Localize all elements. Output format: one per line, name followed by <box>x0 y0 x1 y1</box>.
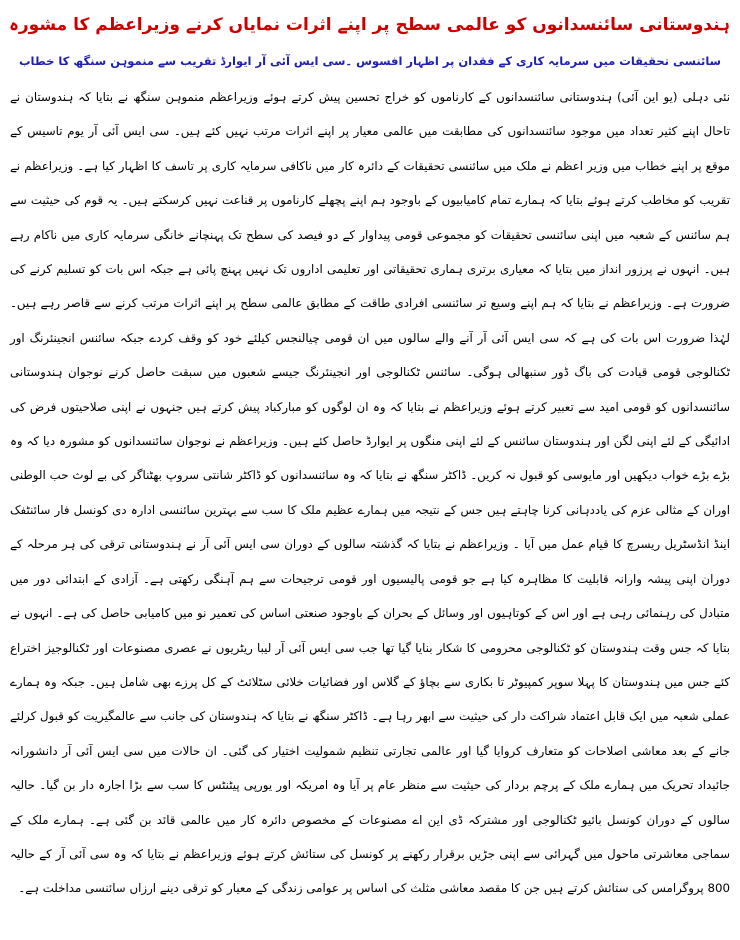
article-body: نئی دہلی (یو این آئی) ہندوستانی سائنسدانوں کے کارناموں کو خراج تحسین پیش کرتے ہوئے وزیراعظم منموہن سنگھ نے بتایا کہ ہندوستان نے تاحال اپنے کثیر تعداد میں موجود سائنسدانوں کی مطابقت میں عالمی معیار پر اپنے اثرات مرتب نہیں کئے ہیں۔ سی ایس آئی آر یوم تاسیس کے موقع پر اپنے خطاب میں وزیر اعظم نے ملک میں سائنسی تحقیقات کے دائرہ کار میں ناکافی سرمایہ کاری پر تاسف کا اظہار کیا ہے۔ وزیراعظم نے تقریب کو مخاطب کرتے ہوئے بتایا کہ ہمارے تمام کامیابیوں کے باوجود ہم اپنے پچھلے کارناموں پر قناعت نہیں کرسکتے ہیں۔ یہ قوم کی حیثیت سے ہم سائنس کے شعبہ میں اپنی سائنسی تحقیقات کو مجموعی قومی پیداوار کے دو فیصد کی سطح تک پہنچانے خانگی سرمایہ کاری میں ناکام رہے ہیں۔ انہوں نے پرزور انداز میں بتایا کہ معیاری برتری ہماری تحقیقاتی اور تعلیمی اداروں تک نہیں پہنچ پائی ہے جبکہ اس بات کو تسلیم کرنے کی ضرورت ہے۔ وزیراعظم نے بتایا کہ ہم اپنے وسیع تر سائنسی افرادی طاقت کے مطابق عالمی سطح پر اپنے اثرات مرتب کرنے سے قاصر رہے ہیں۔ لہٰذا ضرورت اس بات کی ہے کہ سی ایس آئی آر آنے والے سالوں میں ان قومی چیالنجس کیلئے خود کو وقف کردے جبکہ سائنس انجینئرنگ اور ٹکنالوجی قومی قیادت کی باگ ڈور سنبھالی ہوگی۔ سائنس ٹکنالوجی اور انجینئرنگ جیسے شعبوں میں سبقت حاصل کرنے نوجوان ہندوستانی سائنسدانوں کو قومی امید سے تعبیر کرتے ہوئے وزیراعظم نے بتایا کہ وہ ان لوگوں کو مبارکباد پیش کرتے ہیں جنہوں نے اپنی صلاحیتوں فرض کی ادائیگی کے لئے اپنی لگن اور ہندوستان سائنس کے لئے اپنی منگوں پر ایوارڈ حاصل کئے ہیں۔ وزیراعظم نے نوجوان سائنسدانوں کو مشورہ دیا کہ وہ بڑے بڑے خواب دیکھیں اور مایوسی کو قبول نہ کریں۔ ڈاکٹر سنگھ نے بتایا کہ وہ سائنسدانوں کو ڈاکٹر شانتی سروپ بھٹناگر کی بے لوث حب الوطنی اوران کے مثالی عزم کی یاددہانی کرنا چاہتے ہیں جس کے نتیجہ میں ہمارے عظیم ملک کا سب سے بہترین سائنسی ادارہ دی کونسل فار سائنٹفک اینڈ انڈسٹریل ریسرچ کا قیام عمل میں آیا ۔ وزیراعظم نے بتایا کہ گذشتہ سالوں کے دوران سی ایس آئی آر نے ہندوستانی ترقی کی ہر مرحلہ کے دوران اپنی پیشہ وارانہ قابلیت کا مظاہرہ کیا ہے جو قومی پالیسیوں اور قومی ترجیحات سے ہم آہنگی رکھتی ہے۔ آزادی کے ابتدائی دور میں متبادل کی رہنمائی رہی ہے اور اس کے کوتاہیوں اور وسائل کے بحران کے باوجود صنعتی اساس کی تعمیر نو میں کامیابی حاصل کی ہے۔ انہوں نے بتایا کہ جس وقت ہندوستان کو ٹکنالوجی محرومی کا شکار بنایا گیا تھا جب سی ایس آئی آر لیبا ریٹریوں نے عصری مصنوعات اور ٹکنالوجیز اختراع کئے جس میں ہندوستان کا پہلا سوپر کمپیوٹر تا بکاری سے بچاؤ کے گلاس اور فضائیات خلائی سٹلائٹ کے کل پرزے بھی شامل ہیں۔ جبکہ وہ ہمارے عملی شعبہ میں ایک قابل اعتماد شراکت دار کی حیثیت سے ابھر رہا ہے۔ ڈاکٹر سنگھ نے بتایا کہ ہندوستان کی جانب سے عالمگیریت کو قبول کرلئے جانے کے بعد معاشی اصلاحات کو متعارف کروایا گیا اور عالمی تجارتی تنظیم شمولیت اختیار کی گئی۔ ان حالات میں سی ایس آئی آر دانشورانہ جائیداد تحریک میں ہمارے ملک کے پرچم بردار کی حیثیت سے منظر عام پر آیا وہ امریکہ اور یورپی پیٹنٹس کا سب سے بڑا اجارہ دار بن گیا۔ حالیہ سالوں کے دوران کونسل بائیو ٹکنالوجی اور مشترکہ ڈی این اے مصنوعات کے مخصوص دائرہ کار میں عالمی قائد بن گئی ہے۔ ہمارے ملک کے سماجی معاشرتی ماحول میں گہرائی سے اپنی جڑیں برقرار رکھنے پر کونسل کی ستائش کرتے ہوئے وزیراعظم نے بتایا کہ وہ سی آئی آر کے حالیہ 800 پروگرامس کی ستائش کرتے ہیں جن کا مقصد معاشی مثلث کی اساس پر عوامی زندگی کے معیار کو ترقی دینے ارزاں سائنسی مداخلت ہے۔ <box>10 90 730 896</box>
headline: ہندوستانی سائنسدانوں کو عالمی سطح پر اپنے اثرات نمایاں کرنے وزیراعظم کا مشورہ <box>8 15 730 35</box>
subheadline: سائنسی تحقیقات میں سرمایہ کاری کے فقدان پر اظہار افسوس ۔سی ایس آئی آر ایوارڈ تقریب سے منموہن سنگھ کا خطاب <box>19 54 721 68</box>
